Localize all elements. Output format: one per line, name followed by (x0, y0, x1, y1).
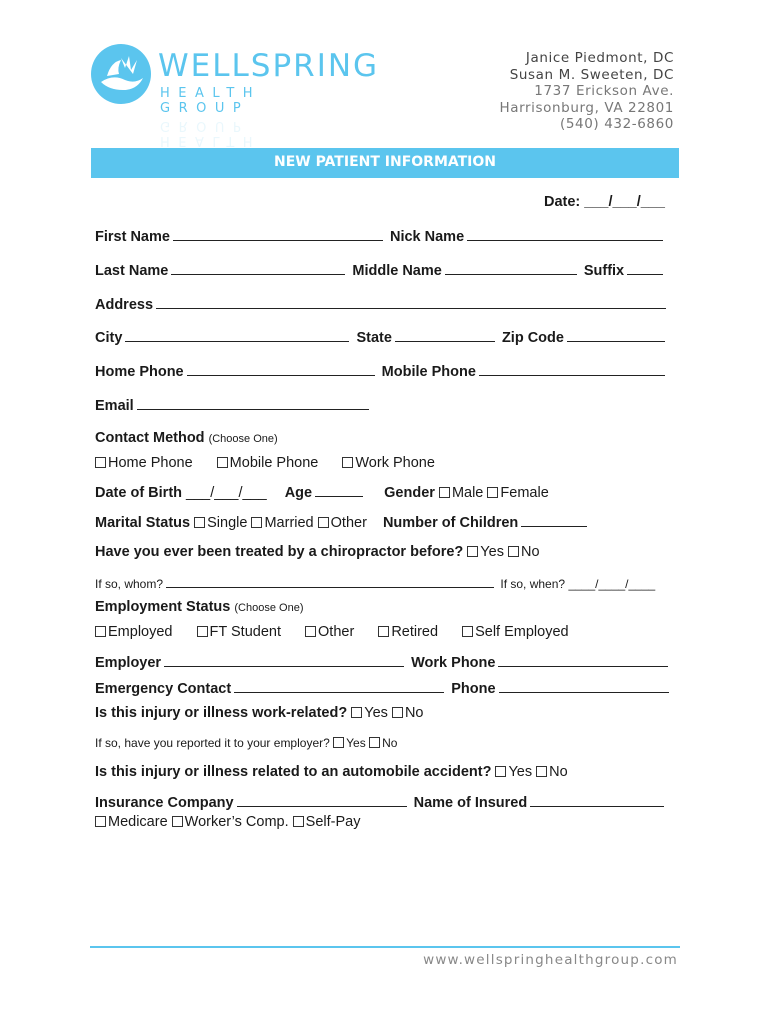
option-label: No (404, 705, 424, 721)
marital-option-other[interactable] (318, 515, 367, 531)
employment-options (95, 624, 589, 640)
option-label: Male (451, 485, 484, 501)
dob-field[interactable]: ___/___/___ (186, 485, 267, 501)
option-label: Work Phone (355, 455, 435, 471)
option-label: Other (330, 515, 367, 531)
first-name-row (95, 228, 666, 245)
insurance-option-medicare[interactable] (95, 814, 168, 830)
checkbox[interactable] (462, 626, 473, 637)
marital-row (95, 514, 590, 531)
email-field[interactable] (137, 397, 369, 410)
contact-method-row (95, 430, 278, 446)
address-row (95, 296, 669, 313)
checkbox[interactable] (197, 626, 208, 637)
option-label: Worker’s Comp. (184, 814, 289, 830)
option-label: Single (207, 515, 248, 531)
practice-phone: (540) 432-6860 (560, 116, 674, 132)
num-children-field[interactable] (521, 514, 587, 527)
state-field[interactable] (395, 329, 495, 342)
last-name-field[interactable] (171, 262, 345, 275)
employer-field[interactable] (164, 654, 404, 667)
emergency-row (95, 680, 672, 697)
option-label: Self-Pay (305, 814, 361, 830)
logo-reflection: HEALTH GROUP (160, 118, 262, 148)
checkbox[interactable] (95, 457, 106, 468)
contact-method-label: Contact Method (95, 430, 205, 446)
first-name-field[interactable] (173, 228, 383, 241)
auto-accident-row (95, 764, 568, 780)
street-address: 1737 Erickson Ave. (534, 83, 674, 99)
option-label: Employed (108, 624, 173, 640)
work-phone-label: Work Phone (411, 655, 496, 671)
insurance-row (95, 794, 667, 811)
chiro-row (95, 544, 540, 560)
employment-option-employed[interactable] (95, 624, 172, 640)
num-children-label: Number of Children (382, 515, 519, 531)
option-label: Mobile Phone (229, 455, 319, 471)
chiro-question: Have you ever been treated by a chiropractor before? (95, 544, 464, 560)
reported-row (95, 736, 397, 750)
emergency-phone-label: Phone (451, 681, 496, 697)
checkbox[interactable] (369, 737, 380, 748)
employer-label: Employer (95, 655, 162, 671)
state-label: State (356, 330, 392, 346)
option-label: Retired (391, 624, 439, 640)
employment-option-retired[interactable] (378, 624, 438, 640)
insurance-option-self-pay[interactable] (293, 814, 361, 830)
choose-one-note: (Choose One) (208, 433, 278, 445)
contact-option-mobile[interactable] (217, 455, 319, 471)
date-label: Date: (544, 194, 581, 210)
gender-option-male[interactable] (439, 485, 483, 501)
logo-name: WELLSPRING (158, 48, 380, 84)
gender-label: Gender (384, 485, 435, 501)
checkbox[interactable] (251, 517, 262, 528)
employer-row (95, 654, 671, 671)
checkbox[interactable] (95, 626, 106, 637)
option-label: Yes (346, 736, 366, 750)
age-field[interactable] (315, 484, 363, 497)
suffix-label: Suffix (583, 263, 625, 279)
checkbox[interactable] (487, 487, 498, 498)
when-field[interactable]: ____/____/____ (568, 577, 656, 591)
hands-logo-icon (91, 44, 151, 104)
date-field[interactable]: ___/___/___ (584, 194, 665, 210)
footer-divider (90, 946, 680, 948)
name-of-insured-field[interactable] (530, 794, 664, 807)
checkbox[interactable] (217, 457, 228, 468)
option-label: Female (500, 485, 549, 501)
city-address: Harrisonburg, VA 22801 (499, 99, 674, 116)
last-name-label: Last Name (95, 263, 169, 279)
work-phone-field[interactable] (498, 654, 668, 667)
first-name-label: First Name (95, 229, 170, 245)
insurance-company-label: Insurance Company (95, 795, 234, 811)
whom-field[interactable] (166, 575, 494, 588)
nick-name-field[interactable] (467, 228, 663, 241)
option-label: Married (264, 515, 314, 531)
emergency-phone-field[interactable] (499, 680, 669, 693)
employment-option-self[interactable] (462, 624, 569, 640)
reported-yes[interactable] (333, 736, 366, 750)
checkbox[interactable] (536, 766, 547, 777)
middle-name-label: Middle Name (352, 263, 442, 279)
checkbox[interactable] (342, 457, 353, 468)
option-label: No (549, 764, 568, 780)
work-related-question: Is this injury or illness work-related? (95, 705, 348, 721)
checkbox[interactable] (392, 707, 403, 718)
contact-option-home[interactable] (95, 455, 193, 471)
if-so-whom-label: If so, whom? (95, 577, 164, 591)
work-related-yes[interactable] (351, 705, 388, 721)
dob-row (95, 484, 549, 501)
address-label: Address (95, 297, 154, 313)
insurance-company-field[interactable] (237, 794, 407, 807)
reported-question: If so, have you reported it to your employer? (95, 736, 330, 750)
contact-option-work[interactable] (342, 455, 435, 471)
option-label: Home Phone (108, 455, 193, 471)
checkbox[interactable] (378, 626, 389, 637)
option-label: No (520, 544, 540, 560)
option-label: Yes (364, 705, 388, 721)
emergency-contact-label: Emergency Contact (95, 681, 232, 697)
footer-url: www.wellspringhealthgroup.com (423, 952, 678, 968)
logo-subtitle: HEALTH GROUP (160, 86, 262, 116)
date-row (544, 194, 665, 210)
auto-accident-yes[interactable] (495, 764, 532, 780)
name-of-insured-label: Name of Insured (413, 795, 528, 811)
home-phone-label: Home Phone (95, 364, 184, 380)
address-field[interactable] (156, 296, 666, 309)
home-phone-field[interactable] (187, 363, 375, 376)
auto-accident-question: Is this injury or illness related to an automobile accident? (95, 764, 492, 780)
checkbox[interactable] (95, 816, 106, 827)
checkbox[interactable] (351, 707, 362, 718)
checkbox[interactable] (172, 816, 183, 827)
insurance-option-workers-comp[interactable] (172, 814, 289, 830)
email-row (95, 397, 372, 414)
marital-option-single[interactable] (194, 515, 247, 531)
emergency-contact-field[interactable] (234, 680, 444, 693)
contact-options (95, 455, 455, 471)
doctor-name: Janice Piedmont, DC (525, 50, 674, 66)
auto-accident-no[interactable] (536, 764, 568, 780)
option-label: Yes (508, 764, 533, 780)
middle-name-field[interactable] (445, 262, 577, 275)
zip-field[interactable] (567, 329, 665, 342)
age-label: Age (284, 485, 313, 501)
option-label: Medicare (108, 814, 168, 830)
if-so-when-label: If so, when? (500, 577, 566, 591)
option-label: No (382, 736, 398, 750)
checkbox[interactable] (305, 626, 316, 637)
chiro-yes[interactable] (467, 544, 504, 560)
city-field[interactable] (125, 329, 349, 342)
choose-one-note: (Choose One) (234, 602, 304, 614)
employment-option-student[interactable] (197, 624, 281, 640)
last-name-row (95, 262, 666, 279)
mobile-phone-field[interactable] (479, 363, 665, 376)
zip-label: Zip Code (501, 330, 564, 346)
reported-no[interactable] (369, 736, 397, 750)
checkbox[interactable] (508, 546, 519, 557)
gender-option-female[interactable] (487, 485, 548, 501)
phone-row (95, 363, 668, 380)
chiro-followup-row (95, 575, 655, 591)
city-row (95, 329, 668, 346)
doctor-name: Susan M. Sweeten, DC (509, 66, 674, 83)
checkbox[interactable] (293, 816, 304, 827)
work-related-row (95, 705, 423, 721)
insurance-options (95, 814, 360, 830)
email-label: Email (95, 398, 134, 414)
form-title: NEW PATIENT INFORMATION (91, 148, 679, 178)
city-label: City (95, 330, 123, 346)
practice-contact (499, 50, 674, 133)
checkbox[interactable] (318, 517, 329, 528)
employment-option-other[interactable] (305, 624, 354, 640)
checkbox[interactable] (333, 737, 344, 748)
option-label: Self Employed (475, 624, 569, 640)
nick-name-label: Nick Name (389, 229, 465, 245)
option-label: FT Student (209, 624, 281, 640)
marital-option-married[interactable] (251, 515, 313, 531)
chiro-no[interactable] (508, 544, 540, 560)
dob-label: Date of Birth (95, 485, 182, 501)
employment-status-label: Employment Status (95, 599, 231, 615)
checkbox[interactable] (467, 546, 478, 557)
checkbox[interactable] (439, 487, 450, 498)
checkbox[interactable] (495, 766, 506, 777)
marital-status-label: Marital Status (95, 515, 191, 531)
option-label: Yes (480, 544, 504, 560)
option-label: Other (318, 624, 355, 640)
work-related-no[interactable] (392, 705, 424, 721)
mobile-phone-label: Mobile Phone (381, 364, 476, 380)
employment-status-row (95, 599, 303, 615)
checkbox[interactable] (194, 517, 205, 528)
logo (88, 40, 380, 148)
suffix-field[interactable] (627, 262, 663, 275)
